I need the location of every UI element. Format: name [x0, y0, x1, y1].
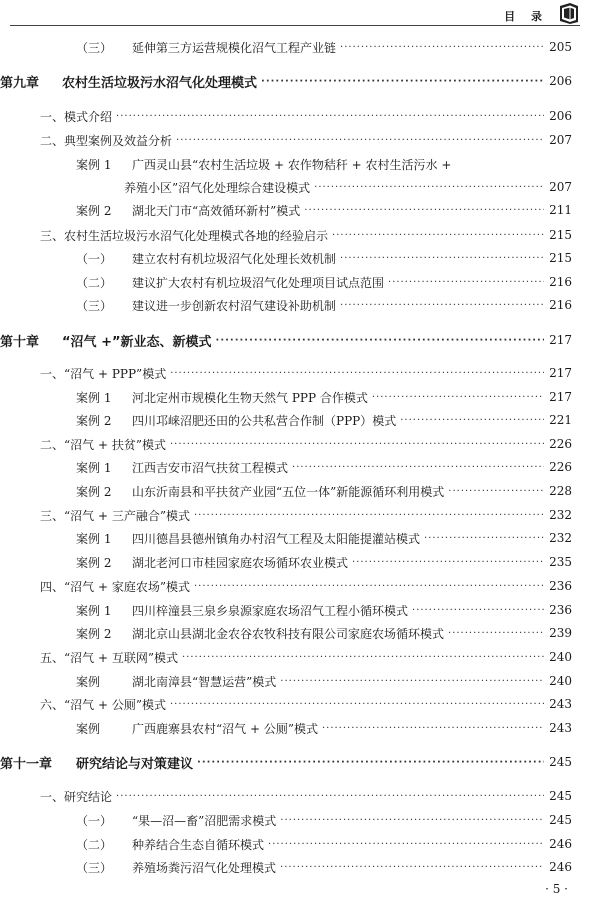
dot-leader — [116, 111, 544, 122]
toc-entry-number: 四、 — [40, 579, 65, 594]
toc-entry[interactable] — [0, 457, 590, 477]
dot-leader — [340, 42, 544, 53]
toc-entry[interactable] — [0, 177, 590, 197]
toc-entry-title: “沼气 + 家庭农场”模式 — [64, 579, 190, 594]
toc-entry-title: “沼气 + 扶贫”模式 — [64, 437, 166, 452]
toc-entry-title: 四川德昌县德州镇角办村沼气工程及太阳能提灌站模式 — [132, 531, 421, 546]
dot-leader — [176, 135, 544, 146]
toc-entry[interactable] — [0, 106, 590, 126]
toc-entry-number: 三、 — [40, 508, 65, 523]
toc-entry-number: （二） — [76, 275, 113, 290]
toc-entry-title: “沼气 +”新业态、新模式 — [62, 334, 212, 350]
toc-entry-number: （一） — [76, 251, 113, 266]
toc-entry[interactable] — [0, 834, 590, 854]
dot-leader — [388, 277, 544, 288]
toc-page-number: 217 — [549, 366, 572, 380]
dot-leader — [170, 439, 544, 450]
toc-entry-number: （三） — [76, 860, 113, 875]
toc-page-number: 232 — [549, 508, 572, 522]
toc-entry-title: 广西灵山县“农村生活垃圾 + 农作物秸秆 + 农村生活污水 + — [132, 157, 452, 172]
toc-page-number: 216 — [549, 275, 572, 289]
dot-leader — [280, 815, 544, 826]
toc-page-number: 245 — [549, 755, 572, 769]
toc-page-number: 243 — [549, 697, 572, 711]
dot-leader — [424, 533, 544, 544]
toc-entry-title: “沼气 + 三产融合”模式 — [64, 508, 190, 523]
toc-entry[interactable] — [0, 505, 590, 525]
toc-entry-title: 养殖场粪污沼气化处理模式 — [132, 860, 277, 875]
toc-page-number: 215 — [549, 228, 572, 242]
toc-entry-title: 研究结论与对策建议 — [76, 756, 194, 772]
toc-entry-title: “沼气 + 互联网”模式 — [64, 650, 178, 665]
toc-page-number: 232 — [549, 531, 572, 545]
toc-entry-title: 典型案例及效益分析 — [64, 133, 173, 148]
toc-entry[interactable] — [0, 130, 590, 150]
toc-entry[interactable] — [0, 225, 590, 245]
toc-page-number: 206 — [549, 74, 572, 88]
toc-page-number: 240 — [549, 674, 572, 688]
toc-entry-title: 养殖小区”沼气化处理综合建设模式 — [124, 180, 311, 195]
toc-entry-title: 建议扩大农村有机垃圾沼气化处理项目试点范围 — [132, 275, 385, 290]
toc-entry[interactable] — [0, 363, 590, 383]
dot-leader — [116, 791, 544, 802]
toc-entry-number: 案例 1 — [76, 603, 112, 618]
toc-entry-number: 案例 2 — [76, 555, 112, 570]
toc-entry[interactable] — [0, 387, 590, 407]
dot-leader — [372, 392, 544, 403]
dot-leader — [322, 723, 544, 734]
toc-entry[interactable] — [0, 786, 590, 806]
toc-entry-number: （三） — [76, 40, 113, 55]
dot-leader — [412, 605, 544, 616]
toc-page-number: 207 — [549, 133, 572, 147]
toc-entry-number: 案例 — [76, 721, 101, 736]
toc-entry-title: 研究结论 — [64, 789, 113, 804]
toc-page-number: 211 — [549, 203, 572, 217]
toc-entry-title: 建立农村有机垃圾沼气化处理长效机制 — [132, 251, 337, 266]
toc-page-number: 205 — [549, 40, 572, 54]
header-title: 目 录 — [504, 10, 548, 23]
toc-entry-number: （一） — [76, 813, 113, 828]
toc-entry-number: 六、 — [40, 697, 65, 712]
dot-leader — [332, 230, 544, 241]
toc-entry-number: 案例 1 — [76, 531, 112, 546]
toc-entry[interactable] — [0, 857, 590, 877]
toc-entry[interactable] — [0, 272, 590, 292]
toc-entry[interactable] — [0, 576, 590, 596]
toc-page-number: 216 — [549, 298, 572, 312]
dot-leader — [197, 757, 544, 768]
toc-page-number: 217 — [549, 390, 572, 404]
toc-entry-number: 一、 — [40, 789, 65, 804]
toc-entry[interactable] — [0, 154, 590, 174]
dot-leader — [268, 839, 544, 850]
dot-leader — [280, 862, 544, 873]
toc-entry-title: 广西鹿寨县农村“沼气 + 公厕”模式 — [132, 721, 318, 736]
toc-page-number: 245 — [549, 789, 572, 803]
toc-entry-number: 二、 — [40, 133, 65, 148]
toc-entry-title: 农村生活垃圾污水沼气化处理模式 — [62, 75, 258, 91]
toc-entry[interactable] — [0, 200, 590, 220]
toc-entry-number: 案例 1 — [76, 390, 112, 405]
toc-entry-number: 五、 — [40, 650, 65, 665]
toc-entry-number: 一、 — [40, 366, 65, 381]
toc-entry-title: 江西吉安市沼气扶贫工程模式 — [132, 460, 289, 475]
toc-entry-number: 案例 — [76, 674, 101, 689]
toc-entry[interactable] — [0, 552, 590, 572]
toc-entry-number: 一、 — [40, 109, 65, 124]
toc-page-number: 243 — [549, 721, 572, 735]
toc-entry-number: （二） — [76, 837, 113, 852]
toc-page-number: 235 — [549, 555, 572, 569]
toc-page-number: 228 — [549, 484, 572, 498]
toc-page-number: 221 — [549, 413, 572, 427]
dot-leader — [170, 368, 544, 379]
dot-leader — [216, 335, 544, 346]
dot-leader — [304, 205, 544, 216]
toc-page-number: 246 — [549, 837, 572, 851]
toc-entry-title: 延伸第三方运营规模化沼气工程产业链 — [132, 40, 337, 55]
toc-entry-number: 案例 1 — [76, 157, 112, 172]
toc-entry[interactable] — [0, 647, 590, 667]
toc-entry-number: 案例 2 — [76, 626, 112, 641]
toc-entry-number: 案例 2 — [76, 413, 112, 428]
toc-entry-title: 湖北南漳县“智慧运营”模式 — [132, 674, 277, 689]
toc-entry[interactable] — [0, 752, 590, 772]
toc-entry-title: 湖北老河口市桂园家庭农场循环农业模式 — [132, 555, 349, 570]
toc-entry-number: 案例 2 — [76, 484, 112, 499]
toc-entry[interactable] — [0, 528, 590, 548]
dot-leader — [352, 557, 544, 568]
dot-leader — [400, 415, 544, 426]
dot-leader — [314, 182, 544, 193]
dot-leader — [261, 76, 544, 87]
toc-entry[interactable] — [0, 600, 590, 620]
toc-entry[interactable] — [0, 694, 590, 714]
toc-entry-title: 四川梓潼县三泉乡泉源家庭农场沼气工程小循环模式 — [132, 603, 409, 618]
dot-leader — [448, 486, 544, 497]
toc-entry-number: （三） — [76, 298, 113, 313]
toc-entry[interactable] — [0, 434, 590, 454]
dot-leader — [194, 581, 544, 592]
dot-leader — [448, 628, 544, 639]
toc-entry-title: 湖北京山县湖北金农谷农牧科技有限公司家庭农场循环模式 — [132, 626, 445, 641]
toc-entry-number: 案例 2 — [76, 203, 112, 218]
toc-entry[interactable] — [0, 37, 590, 57]
toc-entry-title: “沼气 + 公厕”模式 — [64, 697, 166, 712]
toc-entry-number: 第九章 — [0, 75, 40, 91]
toc-entry-title: 模式介绍 — [64, 109, 113, 124]
dot-leader — [340, 253, 544, 264]
toc-page-number: 246 — [549, 860, 572, 874]
toc-page-number: 206 — [549, 109, 572, 123]
toc-page-number: 240 — [549, 650, 572, 664]
toc-page-number: 245 — [549, 813, 572, 827]
toc-page-number: 207 — [549, 180, 572, 194]
toc-entry-number: 案例 1 — [76, 460, 112, 475]
toc-page-number: 215 — [549, 251, 572, 265]
toc-page-number: 217 — [549, 333, 572, 347]
toc-entry[interactable] — [0, 718, 590, 738]
toc-entry-number: 三、 — [40, 228, 65, 243]
dot-leader — [340, 300, 544, 311]
dot-leader — [280, 676, 544, 687]
toc-entry[interactable] — [0, 810, 590, 830]
toc-entry-title: 河北定州市规模化生物天然气 PPP 合作模式 — [132, 390, 368, 405]
dot-leader — [292, 462, 544, 473]
toc-page-number: 226 — [549, 437, 572, 451]
toc-entry-title: 种养结合生态自循环模式 — [132, 837, 265, 852]
toc-page-number: 236 — [549, 603, 572, 617]
toc-entry[interactable] — [0, 295, 590, 315]
toc-entry[interactable] — [0, 410, 590, 430]
dot-leader — [170, 699, 544, 710]
toc-entry[interactable] — [0, 671, 590, 691]
toc-page-number: 226 — [549, 460, 572, 474]
toc-entry-title: 农村生活垃圾污水沼气化处理模式各地的经验启示 — [64, 228, 329, 243]
toc-entry[interactable] — [0, 623, 590, 643]
toc-entry-title: 建议进一步创新农村沼气建设补助机制 — [132, 298, 337, 313]
toc-entry[interactable] — [0, 330, 590, 350]
toc-entry-title: 四川邛崃沼肥还田的公共私营合作制（PPP）模式 — [132, 413, 397, 428]
dot-leader — [194, 510, 544, 521]
toc-entry-title: 山东沂南县和平扶贫产业园“五位一体”新能源循环利用模式 — [132, 484, 445, 499]
toc-page-number: 236 — [549, 579, 572, 593]
toc-entry-number: 二、 — [40, 437, 65, 452]
toc-entry-title: “沼气 + PPP”模式 — [64, 366, 167, 381]
toc-entry-title: “果—沼—畜”沼肥需求模式 — [132, 813, 277, 828]
toc-entry-title: 湖北天门市“高效循环新村”模式 — [132, 203, 301, 218]
toc-entry-number: 第十一章 — [0, 756, 53, 772]
toc-entry[interactable] — [0, 481, 590, 501]
toc-entry[interactable] — [0, 248, 590, 268]
toc-entry-number: 第十章 — [0, 334, 40, 350]
toc-page-number: 239 — [549, 626, 572, 640]
dot-leader — [182, 652, 544, 663]
toc-entry[interactable] — [0, 71, 590, 91]
page-number: · 5 · — [545, 882, 568, 896]
